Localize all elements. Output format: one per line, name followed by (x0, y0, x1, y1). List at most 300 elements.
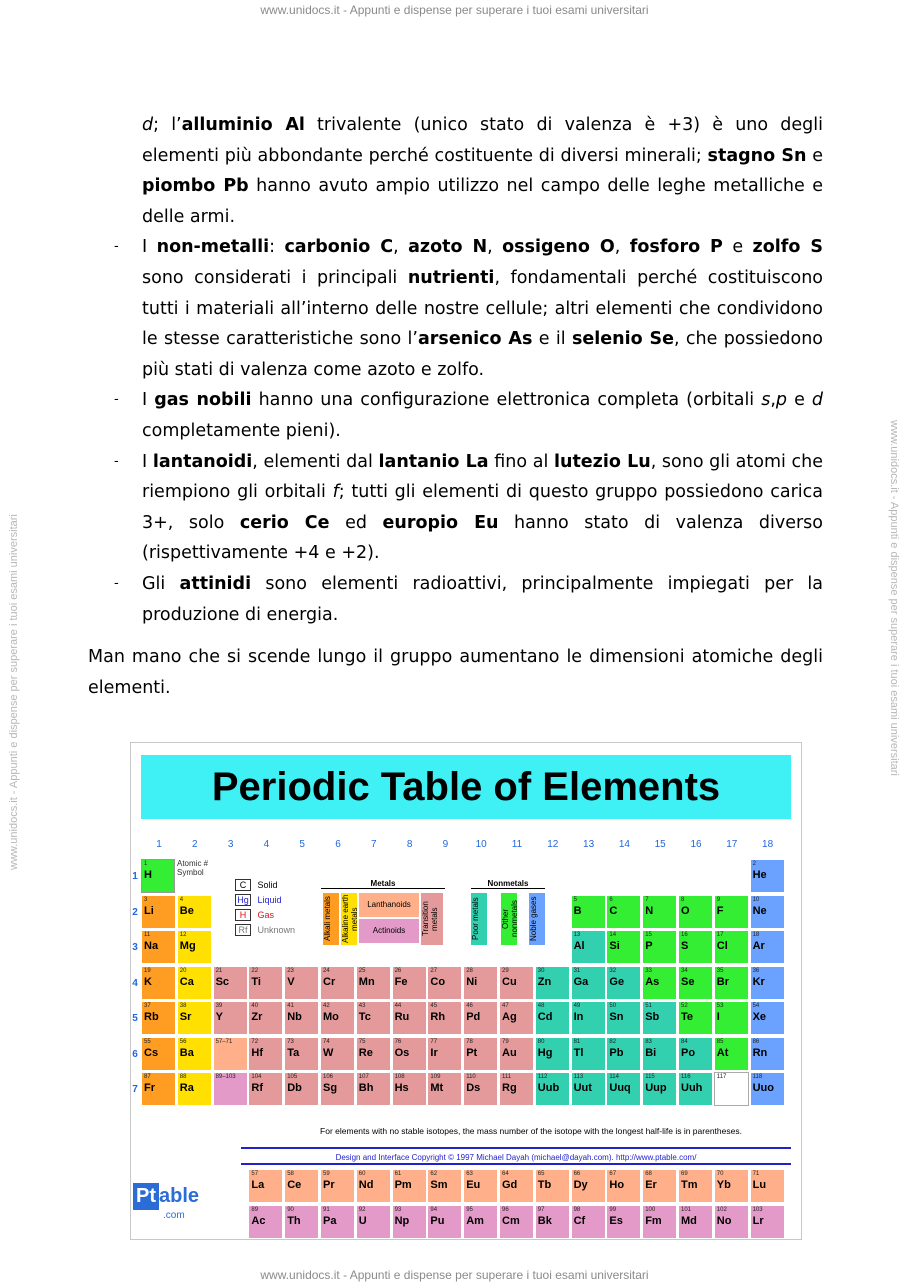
element-cell[interactable] (750, 859, 785, 893)
text-run: hanno avuto ampio utilizzo nel campo delle leghe metalliche e delle armi. (142, 176, 823, 227)
element-cell[interactable] (750, 895, 785, 929)
element-cell[interactable] (284, 1001, 319, 1035)
element-symbol: Cm (502, 1215, 520, 1227)
element-cell[interactable] (606, 966, 641, 1000)
element-cell[interactable] (571, 930, 606, 964)
list-item (88, 569, 823, 630)
element-cell[interactable] (571, 1072, 606, 1106)
element-cell[interactable] (177, 966, 212, 1000)
element-symbol: O (681, 904, 690, 917)
element-symbol: F (716, 904, 724, 917)
element-cell[interactable] (499, 966, 534, 1000)
element-cell[interactable] (248, 1001, 283, 1035)
element-cell[interactable] (606, 1072, 641, 1106)
bullet: - (114, 239, 119, 255)
element-cell[interactable] (213, 1072, 248, 1106)
element-cell[interactable] (750, 1037, 785, 1071)
nonmetals-header: Nonmetals (471, 879, 545, 889)
group-number: 17 (726, 839, 738, 850)
element-cell[interactable] (750, 1205, 785, 1239)
element-symbol: Uut (573, 1082, 592, 1094)
element-cell[interactable] (248, 1169, 283, 1203)
atomic-number: 18 (752, 932, 760, 938)
atomic-number: 3 (144, 896, 148, 903)
element-cell[interactable] (499, 1037, 534, 1071)
atomic-number: 59 (323, 1171, 330, 1177)
element-cell[interactable] (177, 1072, 212, 1106)
element-cell[interactable] (320, 966, 355, 1000)
element-cell[interactable] (356, 1072, 391, 1106)
legend-key-number: Atomic # (177, 859, 209, 868)
element-cell[interactable] (714, 1205, 749, 1239)
element-symbol: Ne (752, 904, 767, 917)
text-run: I (142, 390, 155, 411)
body-text (88, 110, 823, 703)
element-symbol: S (681, 940, 689, 952)
element-symbol: Th (287, 1215, 301, 1227)
text-run: sono elementi radioattivi, principalmente impiegati per la produzione di energia. (142, 573, 823, 625)
atomic-number: 115 (645, 1074, 655, 1080)
text-run: stagno Sn (707, 145, 807, 166)
atomic-number: 71 (752, 1171, 760, 1177)
element-symbol: Ta (287, 1046, 300, 1059)
legend-solid-symbol: C (235, 879, 251, 891)
element-cell[interactable] (678, 1001, 713, 1035)
text-run: : (269, 237, 285, 258)
element-symbol: Lu (752, 1179, 767, 1191)
atomic-number: 104 (251, 1074, 262, 1080)
legend-gas: Gas (257, 910, 275, 920)
element-cell[interactable] (284, 1072, 319, 1106)
element-cell[interactable] (606, 895, 641, 929)
element-cell[interactable] (499, 1205, 534, 1239)
atomic-number: 87 (144, 1074, 151, 1080)
element-symbol: C (609, 904, 618, 917)
text-run: carbonio C (284, 237, 394, 258)
element-cell[interactable] (571, 1037, 606, 1071)
atomic-number: 35 (716, 967, 724, 974)
element-cell[interactable] (642, 895, 677, 929)
atomic-number: 96 (502, 1207, 509, 1213)
atomic-number: 76 (394, 1038, 402, 1045)
element-cell[interactable] (463, 966, 498, 1000)
text-run: selenio Se (571, 329, 674, 350)
element-cell[interactable] (141, 895, 176, 929)
element-symbol: Er (645, 1179, 657, 1191)
atomic-number: 101 (681, 1207, 692, 1213)
atomic-number: 67 (609, 1171, 617, 1177)
element-cell[interactable] (678, 930, 713, 964)
element-cell[interactable] (642, 1001, 677, 1035)
text-run: europio Eu (382, 512, 499, 533)
element-cell[interactable] (141, 930, 176, 964)
element-symbol: Ga (573, 975, 589, 988)
bullet: - (114, 453, 119, 469)
group-number: 9 (442, 839, 449, 850)
text-run: completamente pieni). (142, 420, 341, 441)
ptable-logo (133, 1183, 209, 1223)
element-cell[interactable] (284, 966, 319, 1000)
text-run: ; tutti gli elementi di questo gruppo possiedono carica 3+, solo (142, 482, 823, 533)
element-symbol: Tl (573, 1046, 584, 1059)
element-cell[interactable] (463, 1037, 498, 1071)
element-cell[interactable] (606, 1205, 641, 1239)
atomic-number: 21 (215, 967, 223, 974)
period-number: 2 (132, 906, 138, 918)
element-cell[interactable] (284, 1169, 319, 1203)
element-cell[interactable] (177, 1001, 212, 1035)
text-run: I (142, 451, 153, 472)
element-cell[interactable] (571, 1205, 606, 1239)
element-cell[interactable] (678, 1037, 713, 1071)
element-cell[interactable] (248, 1037, 283, 1071)
atomic-number: 53 (716, 1003, 724, 1009)
element-symbol: P (645, 940, 653, 952)
atomic-number: 48 (537, 1003, 545, 1009)
atomic-number: 20 (179, 967, 187, 974)
element-cell[interactable] (714, 1072, 749, 1106)
element-cell[interactable] (678, 1205, 713, 1239)
category-alkali: Alkali metals (323, 893, 339, 945)
element-cell[interactable] (714, 1169, 749, 1203)
element-cell[interactable] (642, 1205, 677, 1239)
atomic-number: 68 (645, 1171, 652, 1177)
element-cell[interactable] (284, 1037, 319, 1071)
element-cell[interactable] (750, 1001, 785, 1035)
category-poor: Poor metals (471, 893, 487, 945)
element-cell[interactable] (642, 1037, 677, 1071)
element-cell[interactable] (320, 1169, 355, 1203)
atomic-number: 27 (430, 967, 438, 974)
element-symbol: Sn (609, 1011, 624, 1023)
element-cell[interactable] (678, 895, 713, 929)
atomic-number: 25 (358, 967, 366, 974)
atomic-number: 7 (645, 896, 649, 903)
periodic-table-title-bar (141, 755, 791, 819)
element-cell[interactable] (356, 966, 391, 1000)
element-cell[interactable] (427, 1072, 462, 1106)
atomic-number: 63 (466, 1171, 473, 1177)
atomic-number: 112 (537, 1074, 548, 1080)
text-run: nutrienti (407, 267, 495, 288)
element-symbol: Np (394, 1215, 410, 1227)
text-run: fosforo P (629, 237, 723, 258)
text-run: , (393, 237, 409, 258)
element-cell[interactable] (320, 1205, 355, 1239)
element-cell[interactable] (320, 1037, 355, 1071)
text-run: I (142, 237, 157, 258)
text-run: d (811, 390, 823, 411)
atomic-number: 23 (287, 967, 294, 974)
text-run: piombo Pb (142, 176, 249, 197)
list-item-text (142, 237, 823, 379)
element-cell[interactable] (427, 1205, 462, 1239)
period-number: 3 (132, 942, 138, 953)
element-symbol: Md (681, 1215, 697, 1227)
element-cell[interactable] (248, 1205, 283, 1239)
element-cell[interactable] (750, 966, 785, 1000)
element-cell[interactable] (141, 1037, 176, 1071)
element-symbol: Cl (716, 940, 728, 952)
element-cell[interactable] (642, 966, 677, 1000)
element-cell[interactable] (392, 1169, 427, 1203)
element-symbol: At (716, 1046, 729, 1059)
text-run: arsenico As (417, 329, 533, 350)
element-cell[interactable] (606, 1001, 641, 1035)
atomic-number: 66 (573, 1171, 581, 1177)
atomic-number: 9 (716, 896, 721, 903)
text-run: d (142, 115, 154, 135)
element-cell[interactable] (356, 1169, 391, 1203)
element-cell[interactable] (678, 966, 713, 1000)
element-cell[interactable] (427, 1169, 462, 1203)
element-symbol: Hf (251, 1046, 263, 1059)
element-symbol: Tb (537, 1179, 552, 1191)
element-cell[interactable] (642, 1169, 677, 1203)
category-alkaline: Alkaline earth metals (341, 894, 359, 944)
element-symbol: I (716, 1011, 720, 1023)
element-cell[interactable] (571, 895, 606, 929)
element-cell[interactable] (678, 1169, 713, 1203)
element-cell[interactable] (427, 1001, 462, 1035)
atomic-number: 13 (573, 932, 581, 938)
element-cell[interactable] (499, 1169, 534, 1203)
atomic-number: 16 (681, 932, 688, 938)
element-symbol: Kr (752, 975, 765, 988)
text-run: , (770, 390, 776, 411)
element-symbol: No (716, 1215, 732, 1227)
element-cell[interactable] (535, 1001, 570, 1035)
element-symbol: Uuq (609, 1082, 631, 1094)
text-run: ; l’ (153, 115, 182, 135)
element-cell[interactable] (571, 1169, 606, 1203)
element-symbol: In (573, 1011, 584, 1023)
atomic-number: 107 (358, 1074, 369, 1080)
element-cell[interactable] (535, 1169, 570, 1203)
group-number: 15 (654, 839, 666, 850)
atomic-number: 89–103 (215, 1074, 236, 1080)
element-symbol: Db (287, 1082, 302, 1094)
element-symbol: Co (430, 975, 446, 988)
group-number: 14 (618, 839, 630, 850)
atomic-number: 62 (430, 1171, 438, 1177)
element-cell[interactable] (463, 1205, 498, 1239)
element-symbol: Ti (251, 975, 261, 988)
element-cell[interactable] (606, 1037, 641, 1071)
atomic-number: 61 (394, 1171, 402, 1177)
atomic-number: 43 (358, 1003, 366, 1009)
element-symbol: He (752, 869, 767, 881)
element-symbol: Cu (502, 975, 517, 988)
text-run: p (775, 390, 788, 411)
text-run: hanno una configurazione elettronica completa (orbitali (251, 390, 762, 411)
element-cell[interactable] (356, 1037, 391, 1071)
element-symbol: Ni (466, 975, 478, 988)
element-cell[interactable] (463, 1169, 498, 1203)
period-number: 5 (132, 1013, 138, 1024)
element-cell[interactable] (213, 966, 248, 1000)
atomic-number: 100 (645, 1207, 656, 1213)
element-cell[interactable] (320, 1072, 355, 1106)
category-lanthanoids: Lanthanoids (359, 893, 419, 917)
element-cell[interactable] (606, 1169, 641, 1203)
element-symbol: Pb (609, 1046, 624, 1059)
element-cell[interactable] (356, 1001, 391, 1035)
text-run: cerio Ce (239, 512, 330, 533)
atomic-number: 4 (179, 896, 184, 903)
atomic-number: 31 (573, 967, 581, 974)
element-cell[interactable] (320, 1001, 355, 1035)
element-cell[interactable] (714, 1001, 749, 1035)
element-symbol: Lr (752, 1215, 764, 1227)
element-cell[interactable] (535, 1072, 570, 1106)
element-symbol: N (645, 904, 654, 917)
atomic-number: 39 (215, 1003, 223, 1009)
element-symbol: Li (144, 904, 154, 917)
element-cell[interactable] (750, 1072, 785, 1106)
element-symbol: La (251, 1179, 265, 1191)
element-cell[interactable] (606, 930, 641, 964)
atomic-number: 99 (609, 1207, 617, 1213)
atomic-number: 40 (251, 1003, 259, 1009)
element-cell[interactable] (499, 1072, 534, 1106)
element-cell[interactable] (571, 1001, 606, 1035)
element-symbol: Pt (466, 1046, 478, 1059)
element-cell[interactable] (535, 1037, 570, 1071)
element-symbol: Na (144, 940, 159, 952)
atomic-number: 11 (144, 932, 151, 938)
element-cell[interactable] (177, 930, 212, 964)
element-cell[interactable] (392, 1037, 427, 1071)
element-symbol: H (144, 869, 152, 881)
element-symbol: Fe (394, 975, 408, 988)
element-cell[interactable] (427, 1037, 462, 1071)
text-run: e (787, 390, 812, 411)
element-cell[interactable] (356, 1205, 391, 1239)
group-number: 4 (263, 839, 270, 850)
bullet: - (114, 392, 119, 408)
element-cell[interactable] (141, 966, 176, 1000)
atomic-number: 57 (251, 1171, 259, 1177)
element-cell[interactable] (571, 966, 606, 1000)
atomic-number: 74 (323, 1038, 330, 1045)
element-symbol: Br (716, 975, 730, 988)
atomic-number: 73 (287, 1038, 294, 1045)
element-cell[interactable] (141, 1072, 176, 1106)
period-number: 1 (132, 871, 138, 882)
element-cell[interactable] (392, 1205, 427, 1239)
element-cell[interactable] (535, 966, 570, 1000)
element-symbol: Ac (251, 1215, 266, 1227)
category-transition: Transition metals (421, 893, 443, 945)
logo-domain: .com (163, 1210, 185, 1221)
atomic-number: 90 (287, 1207, 294, 1213)
atomic-number: 17 (716, 932, 724, 938)
bullet: - (114, 575, 119, 591)
atomic-number: 14 (609, 932, 617, 938)
element-cell[interactable] (284, 1205, 319, 1239)
group-number: 6 (335, 839, 341, 850)
element-cell[interactable] (141, 1001, 176, 1035)
legend-solid: Solid (257, 880, 278, 890)
atomic-number: 24 (323, 967, 330, 974)
element-cell[interactable] (177, 1037, 212, 1071)
element-cell[interactable] (535, 1205, 570, 1239)
element-symbol: Es (609, 1215, 623, 1227)
element-symbol: As (645, 975, 660, 988)
element-symbol: Bh (358, 1082, 374, 1094)
element-symbol: U (358, 1215, 367, 1227)
element-cell[interactable] (213, 1001, 248, 1035)
element-cell[interactable] (678, 1072, 713, 1106)
element-cell[interactable] (392, 1001, 427, 1035)
atomic-number: 69 (681, 1171, 688, 1177)
element-symbol: Hs (394, 1082, 409, 1094)
element-cell[interactable] (427, 966, 462, 1000)
text-run: non-metalli (156, 237, 270, 258)
element-cell[interactable] (248, 966, 283, 1000)
list-item (88, 232, 823, 385)
element-cell[interactable] (714, 966, 749, 1000)
element-symbol: Uub (537, 1082, 560, 1094)
atomic-number: 102 (716, 1207, 727, 1213)
text-run: , (614, 237, 630, 258)
atomic-number: 60 (358, 1171, 366, 1177)
element-cell[interactable] (248, 1072, 283, 1106)
side-watermark-left: www.unidocs.it - Appunti e dispense per superare i tuoi esami universitari (8, 514, 20, 870)
element-symbol: Sg (323, 1082, 338, 1094)
element-cell[interactable] (642, 1072, 677, 1106)
category-other-nonmetals: Other nonmetals (501, 893, 517, 945)
element-symbol: Po (681, 1046, 696, 1059)
atomic-number: 36 (752, 967, 760, 974)
element-cell[interactable] (750, 1169, 785, 1203)
group-number: 7 (371, 839, 377, 850)
element-cell[interactable] (714, 930, 749, 964)
element-symbol: Ge (609, 975, 625, 988)
element-cell[interactable] (714, 895, 749, 929)
element-cell[interactable] (392, 1072, 427, 1106)
atomic-number: 70 (716, 1171, 724, 1177)
atomic-number: 72 (251, 1038, 259, 1045)
atomic-number: 47 (502, 1003, 509, 1009)
period-number: 7 (132, 1084, 138, 1095)
atomic-number: 50 (609, 1003, 617, 1009)
element-cell[interactable] (392, 966, 427, 1000)
element-symbol: Rf (251, 1082, 263, 1094)
element-cell[interactable] (213, 1037, 248, 1071)
element-cell[interactable] (463, 1001, 498, 1035)
atomic-number: 118 (752, 1074, 763, 1080)
atomic-number: 5 (573, 896, 577, 903)
atomic-number: 38 (179, 1003, 187, 1009)
element-cell[interactable] (642, 930, 677, 964)
atomic-number: 44 (394, 1003, 402, 1009)
group-number: 12 (547, 839, 559, 850)
metals-header: Metals (321, 879, 445, 889)
element-cell[interactable] (750, 930, 785, 964)
group-number: 5 (299, 839, 305, 850)
text-run: fino al (488, 451, 554, 472)
element-symbol: Rn (752, 1046, 768, 1059)
element-cell[interactable] (463, 1072, 498, 1106)
element-symbol: Mg (179, 940, 196, 952)
element-symbol: Mn (358, 975, 375, 988)
element-cell[interactable] (714, 1037, 749, 1071)
atomic-number: 83 (645, 1038, 652, 1045)
element-cell[interactable] (177, 895, 212, 929)
element-cell[interactable] (499, 1001, 534, 1035)
